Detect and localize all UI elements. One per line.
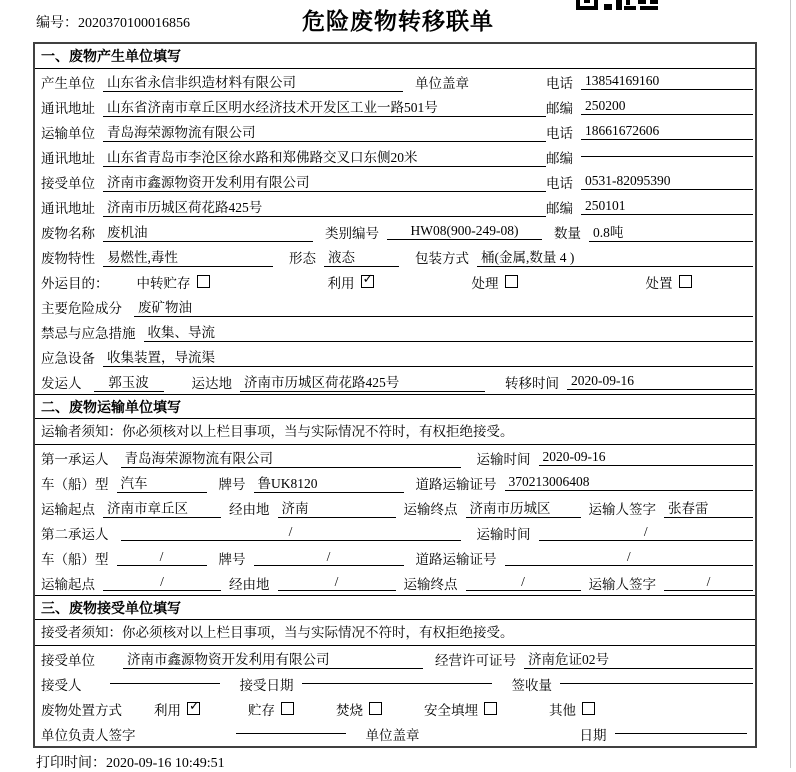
date-value: [615, 733, 748, 734]
permit1-label: 道路运输证号: [415, 476, 497, 492]
emergency-equipment-row: [35, 344, 755, 369]
disposal-option-incinerate: [336, 699, 382, 719]
disposal-label: 废物处置方式: [41, 702, 122, 718]
disposal-option-landfill-label: 安全填埋: [424, 702, 478, 718]
print-time-label: 打印时间：: [36, 756, 106, 771]
packaging-value: 桶(金属,数量 4 ): [477, 246, 753, 267]
purpose-option-treat: [472, 272, 518, 292]
receiver-label: 接受单位: [41, 175, 95, 191]
origin1-value: 济南市章丘区: [103, 497, 221, 518]
purpose-option-utilize-label: 利用: [327, 275, 355, 291]
producer-row: [35, 69, 755, 94]
producer-zip-label: 邮编: [546, 100, 573, 116]
transport-time2-label: 运输时间: [476, 526, 531, 542]
transporter-value: 青岛海荣源物流有限公司: [103, 121, 546, 142]
destination-label: 运达地: [191, 375, 232, 391]
end2-label: 运输终点: [403, 576, 458, 592]
plate2-label: 牌号: [218, 551, 246, 567]
sign-qty-label: 签收量: [511, 677, 552, 693]
disposal-option-utilize: [154, 699, 200, 719]
transporter-zip-value: [581, 156, 753, 157]
disposal-other-checkbox: [582, 702, 595, 715]
disposal-row: [35, 696, 755, 721]
producer-value: 山东省永信非织造材料有限公司: [103, 71, 403, 92]
disposal-option-incinerate-label: 焚烧: [336, 702, 363, 718]
transporter-phone-value: 18661672606: [581, 123, 753, 140]
producer-phone-value: 13854169160: [581, 73, 753, 90]
acceptor-label: 接受人: [41, 677, 82, 693]
route1-row: [35, 495, 755, 520]
producer-zip-value: 250200: [581, 98, 753, 115]
first-carrier-row: [35, 445, 755, 470]
vehicle1-label: 车（船）型: [41, 476, 109, 492]
disposal-landfill-checkbox: [484, 702, 497, 715]
vehicle2-value: /: [117, 549, 207, 566]
leader-sign-row: [35, 721, 755, 746]
producer-address-label: 通讯地址: [41, 100, 95, 116]
purpose-dispose-checkbox: [679, 275, 692, 288]
via2-label: 经由地: [229, 576, 270, 592]
permit2-label: 道路运输证号: [415, 551, 497, 567]
destination-value: 济南市历城区荷花路425号: [240, 371, 485, 392]
second-carrier-value: /: [121, 524, 461, 541]
transport-time2-value: /: [539, 524, 754, 541]
form-state-value: 液态: [324, 246, 399, 267]
transporter-zip-label: 邮编: [546, 150, 573, 166]
waste-property-value: 易燃性,毒性: [103, 246, 273, 267]
origin2-label: 运输起点: [41, 576, 95, 592]
second-carrier-label: 第二承运人: [41, 526, 109, 542]
origin2-value: /: [103, 574, 221, 591]
accept-unit-value: 济南市鑫源物资开发利用有限公司: [123, 648, 423, 669]
vehicle1-row: [35, 470, 755, 495]
sign1-label: 运输人签字: [588, 501, 656, 517]
producer-label: 产生单位: [41, 75, 95, 91]
acceptor-row: [35, 671, 755, 696]
purpose-option-transfer-storage: [137, 272, 210, 292]
disposal-option-other: [549, 699, 595, 719]
receiver-zip-value: 250101: [581, 198, 753, 215]
print-time: [36, 752, 225, 772]
purpose-treat-checkbox: [505, 275, 518, 288]
origin1-label: 运输起点: [41, 501, 95, 517]
transport-time1-label: 运输时间: [476, 451, 531, 467]
disposal-option-other-label: 其他: [549, 702, 576, 718]
doc-number-label: 编号：: [36, 16, 78, 31]
receiver-phone-value: 0531-82095390: [581, 173, 753, 190]
second-carrier-row: [35, 520, 755, 545]
purpose-option-dispose: [646, 272, 692, 292]
quantity-value: 0.8吨: [589, 221, 753, 242]
disposal-storage-checkbox: [281, 702, 294, 715]
purpose-option-treat-label: 处理: [471, 275, 499, 291]
receiver-address-label: 通讯地址: [41, 200, 95, 216]
section2-header: 二、废物运输单位填写: [35, 394, 755, 419]
unit-seal2-label: 单位盖章: [365, 727, 420, 743]
packaging-label: 包装方式: [415, 250, 469, 266]
receiver-phone-label: 电话: [546, 175, 573, 191]
transfer-date-value: 2020-09-16: [567, 373, 753, 390]
sign2-label: 运输人签字: [588, 576, 656, 592]
transporter-address-label: 通讯地址: [41, 150, 95, 166]
purpose-transfer-storage-checkbox: [197, 275, 210, 288]
acceptor-value: [110, 683, 220, 684]
disposal-option-storage-label: 贮存: [248, 702, 275, 718]
disposal-option-storage: [248, 699, 294, 719]
sign2-value: /: [664, 574, 753, 591]
transporter-row: [35, 119, 755, 144]
purpose-option-utilize: [328, 272, 374, 292]
receiver-value: 济南市鑫源物资开发利用有限公司: [103, 171, 546, 192]
emergency-measures-label: 禁忌与应急措施: [41, 325, 136, 341]
permit2-value: /: [505, 549, 754, 566]
first-carrier-label: 第一承运人: [41, 451, 109, 467]
quantity-label: 数量: [554, 225, 581, 241]
leader-sign-label: 单位负责人签字: [41, 727, 136, 743]
transporter-notice: 运输者须知：你必须核对以上栏目事项，当与实际情况不符时，有权拒绝接受。: [35, 419, 755, 445]
qr-code-fragment: [576, 0, 658, 10]
date-label: 日期: [579, 727, 607, 743]
purpose-utilize-checkbox: [361, 275, 374, 288]
disposal-option-landfill: [424, 699, 497, 719]
waste-name-label: 废物名称: [41, 225, 95, 241]
form-state-label: 形态: [289, 250, 316, 266]
plate2-value: /: [254, 549, 404, 566]
disposal-incinerate-checkbox: [369, 702, 382, 715]
transfer-date-label: 转移时间: [505, 375, 559, 391]
first-carrier-value: 青岛海荣源物流有限公司: [121, 447, 461, 468]
producer-address-row: [35, 94, 755, 119]
waste-name-row: [35, 219, 755, 244]
sign-qty-value: [560, 683, 753, 684]
permit1-value: 370213006408: [505, 474, 754, 491]
waste-code-label: 类别编号: [325, 225, 379, 241]
leader-sign-value: [236, 733, 346, 734]
license-label: 经营许可证号: [435, 652, 516, 668]
accept-date-label: 接受日期: [239, 677, 294, 693]
shipper-label: 发运人: [41, 375, 82, 391]
shipper-row: [35, 369, 755, 394]
hazard-label: 主要危险成分: [41, 300, 122, 316]
purpose-option-dispose-label: 处置: [645, 275, 673, 291]
waste-code-value: HW08(900-249-08): [387, 223, 542, 240]
end2-value: /: [466, 574, 581, 591]
transporter-label: 运输单位: [41, 125, 95, 141]
emergency-measures-row: [35, 319, 755, 344]
shipper-value: 郭玉波: [94, 371, 164, 392]
plate1-value: 鲁UK8120: [254, 472, 404, 493]
disposal-option-utilize-label: 利用: [154, 702, 181, 718]
producer-phone-label: 电话: [546, 75, 573, 91]
transporter-phone-label: 电话: [546, 125, 573, 141]
route2-row: [35, 570, 755, 595]
receiver-address-value: 济南市历城区荷花路425号: [103, 196, 546, 217]
hazard-row: [35, 294, 755, 319]
section1-header: 一、废物产生单位填写: [35, 44, 755, 69]
via1-label: 经由地: [229, 501, 270, 517]
waste-property-row: [35, 244, 755, 269]
sign1-value: 张春雷: [664, 497, 753, 518]
via1-value: 济南: [278, 497, 396, 518]
vehicle2-row: [35, 545, 755, 570]
accept-date-value: [302, 683, 492, 684]
page-title: 危险废物转移联单: [302, 8, 494, 34]
receiver-zip-label: 邮编: [546, 200, 573, 216]
vehicle2-label: 车（船）型: [41, 551, 109, 567]
via2-value: /: [278, 574, 396, 591]
plate1-label: 牌号: [218, 476, 246, 492]
accept-unit-label: 接受单位: [41, 652, 95, 668]
emergency-equipment-label: 应急设备: [41, 350, 95, 366]
print-time-value: 2020-09-16 10:49:51: [106, 756, 225, 771]
vehicle1-value: 汽车: [117, 472, 207, 493]
end1-value: 济南市历城区: [466, 497, 581, 518]
doc-number-value: 2020370100016856: [78, 16, 190, 31]
producer-address-value: 山东省济南市章丘区明水经济技术开发区工业一路501号: [103, 96, 546, 117]
page-edge-line: [790, 0, 791, 768]
receiver-address-row: [35, 194, 755, 219]
transporter-address-value: 山东省青岛市李沧区徐水路和郑佛路交叉口东侧20米: [103, 146, 546, 167]
end1-label: 运输终点: [403, 501, 458, 517]
purpose-row: [35, 269, 755, 294]
disposal-utilize-checkbox: [187, 702, 200, 715]
transporter-address-row: [35, 144, 755, 169]
accept-unit-row: [35, 646, 755, 671]
receiver-notice: 接受者须知：你必须核对以上栏目事项，当与实际情况不符时，有权拒绝接受。: [35, 620, 755, 646]
emergency-measures-value: 收集、导流: [144, 321, 754, 342]
transport-time1-value: 2020-09-16: [539, 449, 754, 466]
unit-seal-label: 单位盖章: [415, 75, 469, 91]
section3-header: 三、废物接受单位填写: [35, 595, 755, 620]
hazard-value: 废矿物油: [134, 296, 753, 317]
license-value: 济南危证02号: [524, 648, 753, 669]
manifest-form: [33, 42, 757, 748]
waste-property-label: 废物特性: [41, 250, 95, 266]
receiver-row: [35, 169, 755, 194]
waste-name-value: 废机油: [103, 221, 313, 242]
purpose-label: 外运目的：: [41, 275, 109, 291]
emergency-equipment-value: 收集装置，导流渠: [103, 346, 753, 367]
purpose-option-transfer-storage-label: 中转贮存: [136, 275, 191, 291]
